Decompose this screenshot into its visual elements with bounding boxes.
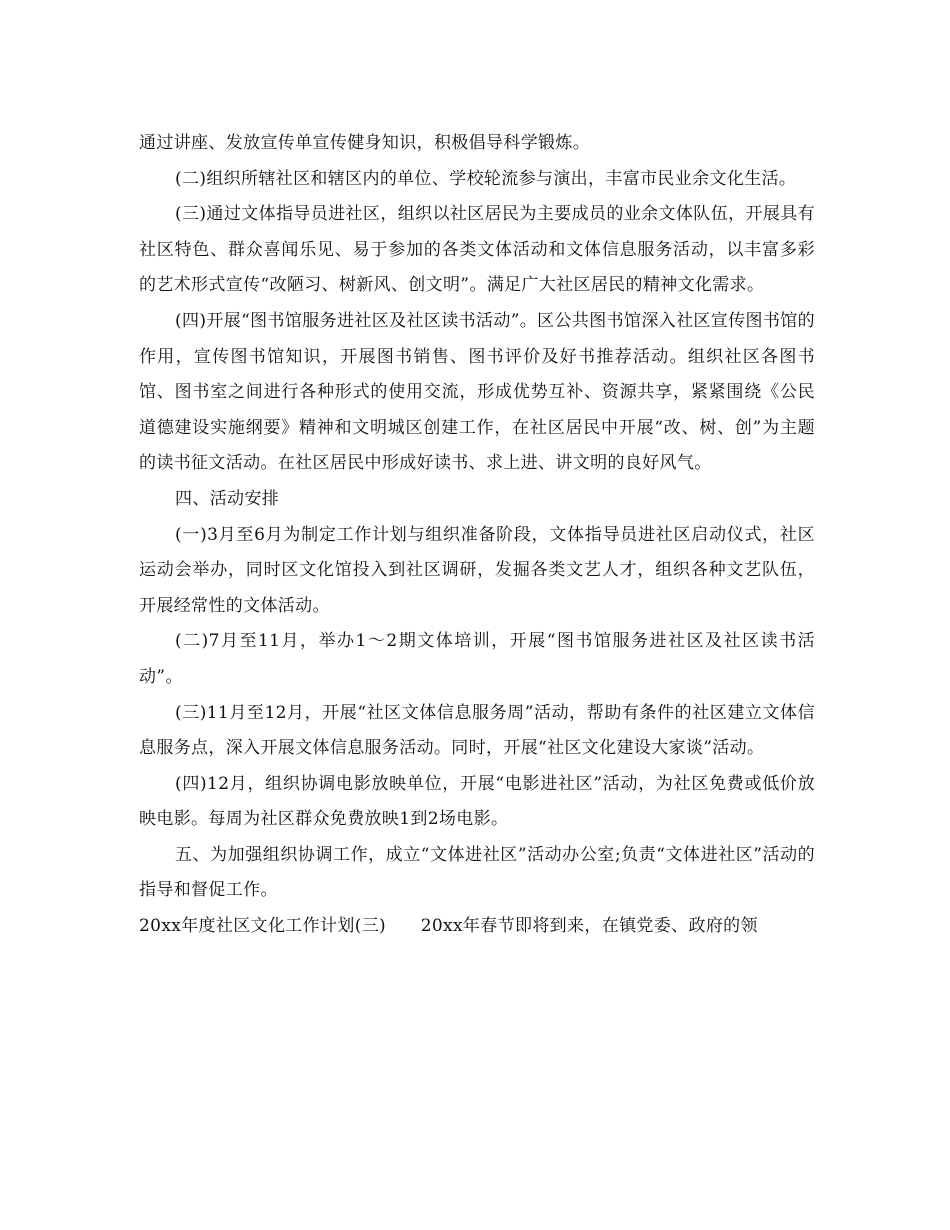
paragraph-health-knowledge: 通过讲座、发放宣传单宣传健身知识，积极倡导科学锻炼。 (139, 133, 591, 153)
paragraph-organization-office: 五、为加强组织协调工作，成立“文体进社区”活动办公室;负责“文体进社区”活动的指导和督促工作。 (139, 844, 815, 901)
document-body (139, 126, 815, 945)
paragraph-performances: (二)组织所辖社区和辖区内的单位、学校轮流参与演出，丰富市民业余文化生活。 (175, 168, 797, 189)
paragraph-cultural-guides: (三)通过文体指导员进社区，组织以社区居民为主要成员的业余文体队伍，开展具有社区特色、群众喜闻乐见、易于参加的各类文体活动和文体信息服务活动，以丰富多彩的艺术形式宣传“改陋习、树新风、创文明”。满足广大社区居民的精神文化需求。 (139, 204, 815, 296)
paragraph-library-service: (四)开展“图书馆服务进社区及社区读书活动”。区公共图书馆深入社区宣传图书馆的作用，宣传图书馆知识，开展图书销售、图书评价及好书推荐活动。组织社区各图书馆、图书室之间进行各种形式的使用交流，形成优势互补、资源共享，紧紧围绕《公民道德建设实施纲要》精神和文明城区创建工作，在社区居民中开展“改、树、创”为主题的读书征文活动。在社区居民中形成好读书、求上进、讲文明的良好风气。 (139, 310, 815, 474)
paragraph-schedule-november-december: (三)11月至12月，开展“社区文体信息服务周”活动，帮助有条件的社区建立文体信息服务点，深入开展文体信息服务活动。同时，开展“社区文化建设大家谈”活动。 (139, 702, 815, 759)
paragraph-schedule-december: (四)12月，组织协调电影放映单位，开展“电影进社区”活动，为社区免费或低价放映电影。每周为社区群众免费放映1到2场电影。 (139, 773, 815, 830)
paragraph-schedule-march-june: (一)3月至6月为制定工作计划与组织准备阶段，文体指导员进社区启动仪式，社区运动会举办，同时区文化馆投入到社区调研，发掘各类文艺人才，组织各种文艺队伍，开展经常性的文体活动。 (139, 524, 815, 616)
next-plan-heading-line: 20xx年度社区文化工作计划(三) 20xx年春节即将到来，在镇党委、政府的领 (139, 916, 758, 937)
paragraph-schedule-july-november: (二)7月至11月，举办1～2期文体培训，开展“图书馆服务进社区及社区读书活动”。 (139, 631, 815, 687)
section-heading-activity-schedule: 四、活动安排 (175, 488, 280, 509)
